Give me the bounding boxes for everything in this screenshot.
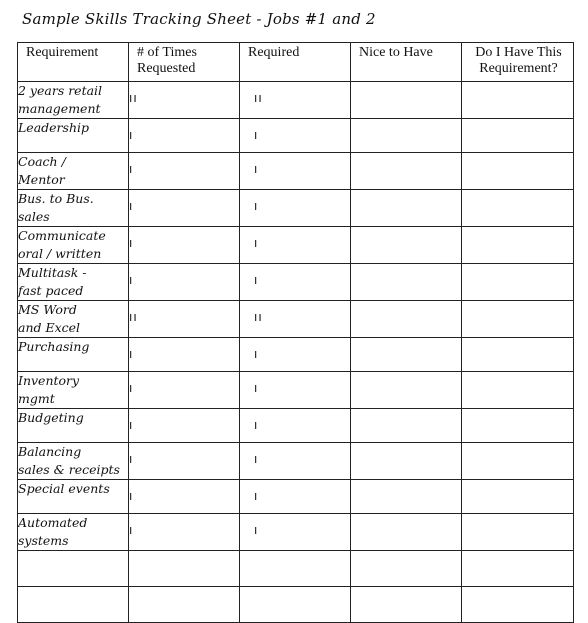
- col-header-times-requested: # of Times Requested: [129, 43, 240, 82]
- col-header-requirement: Requirement: [18, 43, 129, 82]
- required-cell[interactable]: [240, 551, 351, 587]
- table-row: [18, 514, 574, 551]
- have-requirement-cell[interactable]: [462, 514, 574, 551]
- times-requested-cell[interactable]: ı: [129, 409, 240, 443]
- nice-to-have-cell[interactable]: [351, 409, 462, 443]
- table-row: [18, 119, 574, 153]
- required-cell[interactable]: ı: [240, 338, 351, 372]
- col-header-have-requirement: Do I Have This Requirement?: [462, 43, 574, 82]
- nice-to-have-cell[interactable]: [351, 153, 462, 190]
- have-requirement-cell[interactable]: [462, 227, 574, 264]
- requirement-cell[interactable]: Budgeting: [18, 409, 129, 443]
- table-row: [18, 153, 574, 190]
- requirement-cell[interactable]: Inventory mgmt: [18, 372, 129, 409]
- nice-to-have-cell[interactable]: [351, 338, 462, 372]
- table-row: [18, 190, 574, 227]
- required-cell[interactable]: ı: [240, 409, 351, 443]
- times-requested-cell[interactable]: ı: [129, 227, 240, 264]
- have-requirement-cell[interactable]: [462, 587, 574, 623]
- required-cell[interactable]: ı: [240, 227, 351, 264]
- requirement-cell[interactable]: Communicate oral / written: [18, 227, 129, 264]
- requirement-cell[interactable]: Leadership: [18, 119, 129, 153]
- nice-to-have-cell[interactable]: [351, 587, 462, 623]
- have-requirement-cell[interactable]: [462, 443, 574, 480]
- required-cell[interactable]: ı: [240, 514, 351, 551]
- table-row: [18, 551, 574, 587]
- header-row: [18, 43, 574, 82]
- requirement-cell[interactable]: Coach / Mentor: [18, 153, 129, 190]
- have-requirement-cell[interactable]: [462, 551, 574, 587]
- required-cell[interactable]: ı: [240, 264, 351, 301]
- skills-table: [17, 42, 574, 623]
- nice-to-have-cell[interactable]: [351, 82, 462, 119]
- times-requested-cell[interactable]: ı: [129, 153, 240, 190]
- requirement-cell[interactable]: Bus. to Bus. sales: [18, 190, 129, 227]
- table-row: [18, 443, 574, 480]
- times-requested-cell[interactable]: ı: [129, 372, 240, 409]
- nice-to-have-cell[interactable]: [351, 301, 462, 338]
- requirement-cell[interactable]: MS Word and Excel: [18, 301, 129, 338]
- required-cell[interactable]: ı: [240, 153, 351, 190]
- requirement-cell[interactable]: Purchasing: [18, 338, 129, 372]
- times-requested-cell[interactable]: [129, 551, 240, 587]
- requirement-cell[interactable]: 2 years retail management: [18, 82, 129, 119]
- requirement-cell[interactable]: [18, 551, 129, 587]
- have-requirement-cell[interactable]: [462, 264, 574, 301]
- have-requirement-cell[interactable]: [462, 480, 574, 514]
- have-requirement-cell[interactable]: [462, 190, 574, 227]
- have-requirement-cell[interactable]: [462, 338, 574, 372]
- table-row: [18, 82, 574, 119]
- required-cell[interactable]: ı: [240, 443, 351, 480]
- required-cell[interactable]: [240, 587, 351, 623]
- times-requested-cell[interactable]: ı: [129, 190, 240, 227]
- nice-to-have-cell[interactable]: [351, 443, 462, 480]
- nice-to-have-cell[interactable]: [351, 514, 462, 551]
- nice-to-have-cell[interactable]: [351, 551, 462, 587]
- table-row: [18, 409, 574, 443]
- table-row: [18, 587, 574, 623]
- nice-to-have-cell[interactable]: [351, 480, 462, 514]
- required-cell[interactable]: ı: [240, 480, 351, 514]
- have-requirement-cell[interactable]: [462, 372, 574, 409]
- col-header-required: Required: [240, 43, 351, 82]
- requirement-cell[interactable]: [18, 587, 129, 623]
- table-row: [18, 301, 574, 338]
- table-row: [18, 264, 574, 301]
- required-cell[interactable]: ı: [240, 119, 351, 153]
- have-requirement-cell[interactable]: [462, 119, 574, 153]
- required-cell[interactable]: ıı: [240, 301, 351, 338]
- times-requested-cell[interactable]: ı: [129, 119, 240, 153]
- times-requested-cell[interactable]: ıı: [129, 82, 240, 119]
- required-cell[interactable]: ıı: [240, 82, 351, 119]
- requirement-cell[interactable]: Automated systems: [18, 514, 129, 551]
- table-body: [18, 82, 574, 623]
- required-cell[interactable]: ı: [240, 190, 351, 227]
- times-requested-cell[interactable]: [129, 587, 240, 623]
- nice-to-have-cell[interactable]: [351, 227, 462, 264]
- times-requested-cell[interactable]: ıı: [129, 301, 240, 338]
- requirement-cell[interactable]: Multitask - fast paced: [18, 264, 129, 301]
- have-requirement-cell[interactable]: [462, 409, 574, 443]
- have-requirement-cell[interactable]: [462, 153, 574, 190]
- table-row: [18, 480, 574, 514]
- requirement-cell[interactable]: Balancing sales & receipts: [18, 443, 129, 480]
- have-requirement-cell[interactable]: [462, 82, 574, 119]
- nice-to-have-cell[interactable]: [351, 190, 462, 227]
- times-requested-cell[interactable]: ı: [129, 264, 240, 301]
- table-row: [18, 338, 574, 372]
- times-requested-cell[interactable]: ı: [129, 480, 240, 514]
- table-row: [18, 227, 574, 264]
- col-header-nice-to-have: Nice to Have: [351, 43, 462, 82]
- nice-to-have-cell[interactable]: [351, 119, 462, 153]
- requirement-cell[interactable]: Special events: [18, 480, 129, 514]
- have-requirement-cell[interactable]: [462, 301, 574, 338]
- times-requested-cell[interactable]: ı: [129, 514, 240, 551]
- page-title: Sample Skills Tracking Sheet - Jobs #1 and 2: [22, 10, 376, 28]
- required-cell[interactable]: ı: [240, 372, 351, 409]
- nice-to-have-cell[interactable]: [351, 264, 462, 301]
- times-requested-cell[interactable]: ı: [129, 443, 240, 480]
- times-requested-cell[interactable]: ı: [129, 338, 240, 372]
- nice-to-have-cell[interactable]: [351, 372, 462, 409]
- table-row: [18, 372, 574, 409]
